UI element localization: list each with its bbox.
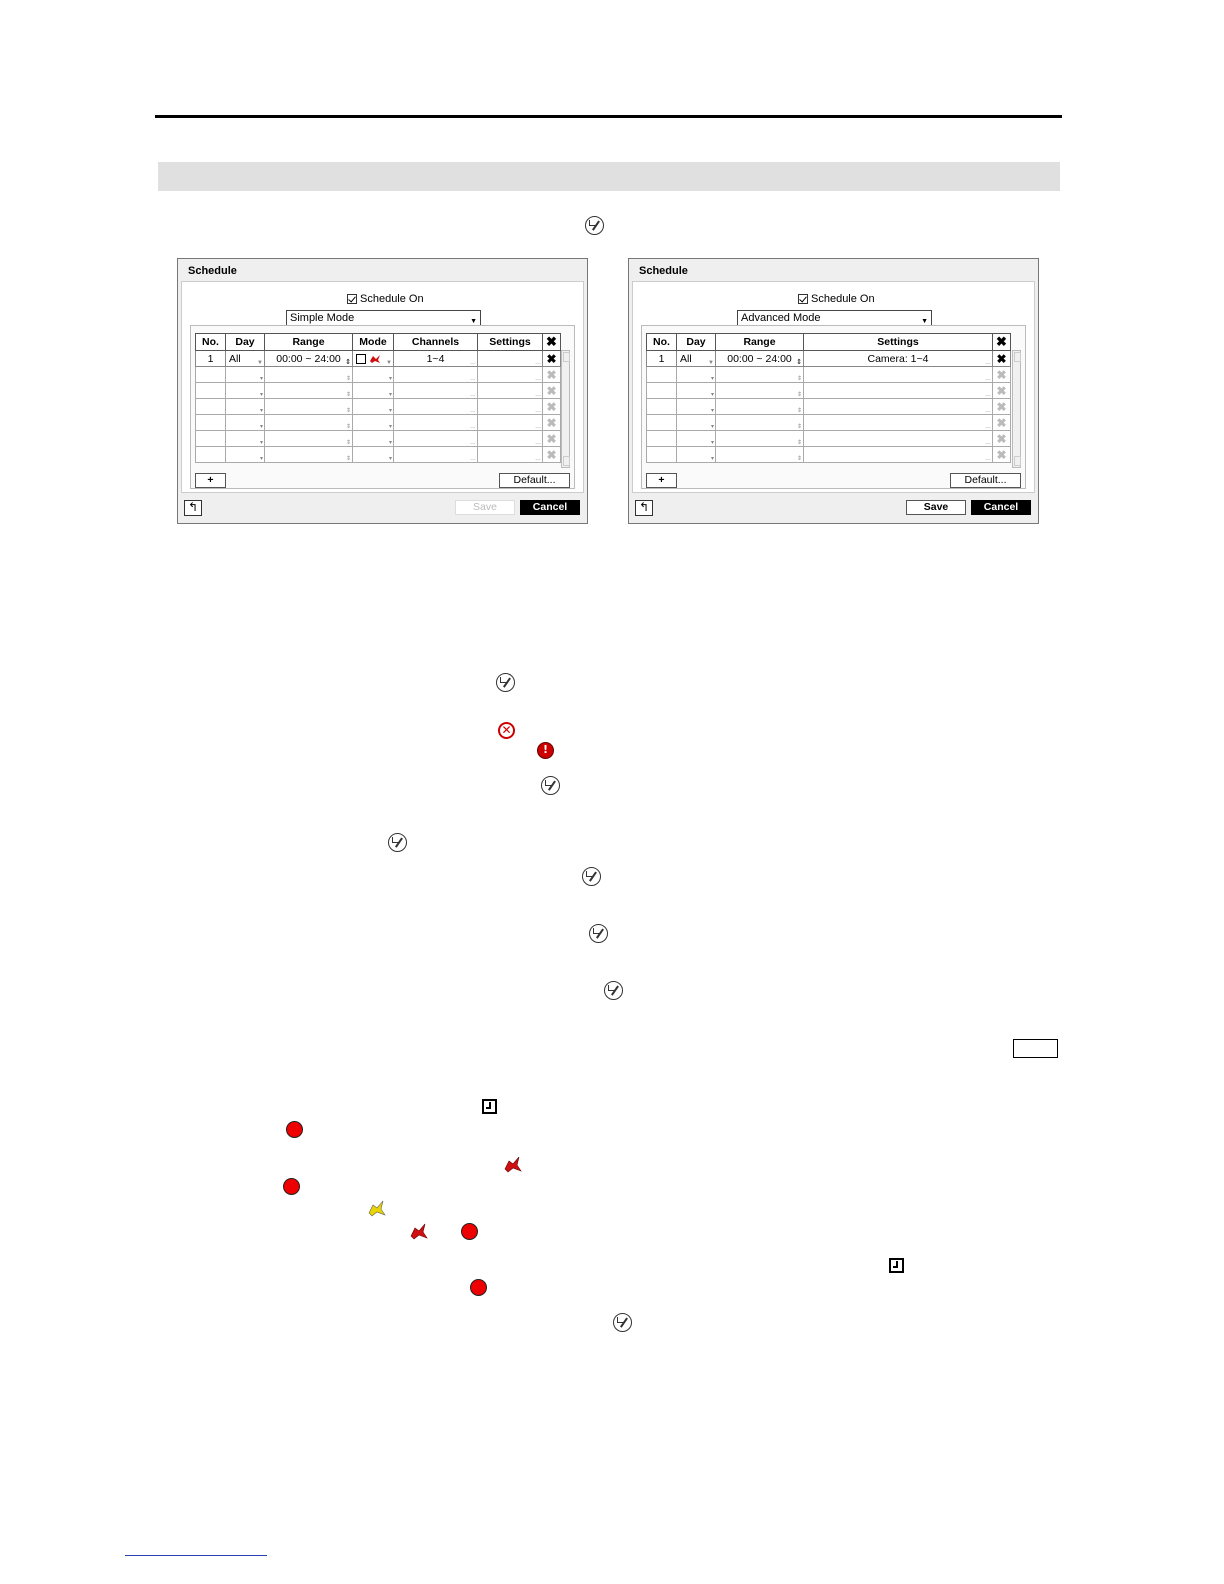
- col-header-mode: Mode: [353, 334, 394, 351]
- back-icon[interactable]: ↰: [184, 500, 202, 516]
- table-row: ▾ ⇕ … ✖: [647, 415, 1011, 431]
- enter-button-icon: [604, 981, 623, 1000]
- channels-value: 1~4: [426, 352, 445, 365]
- table-header-row: [647, 334, 1011, 351]
- chevron-down-icon: ▼: [386, 360, 392, 366]
- dialog-title: Schedule: [639, 265, 688, 277]
- spin-icon: ⇕: [796, 359, 802, 366]
- cancel-button[interactable]: Cancel: [971, 500, 1031, 515]
- delete-row-icon: ✖: [993, 415, 1011, 431]
- default-button[interactable]: Default...: [499, 473, 570, 488]
- col-header-settings: Settings: [804, 334, 993, 351]
- table-row: ▾ ⇕ … ✖: [647, 431, 1011, 447]
- clock-icon: [482, 1099, 497, 1114]
- day-value: All: [229, 352, 241, 365]
- record-dot-icon: [461, 1223, 478, 1240]
- col-header-settings: Settings: [478, 334, 543, 351]
- record-dot-icon: [286, 1121, 303, 1138]
- enter-button-icon: [585, 216, 604, 235]
- table-row: ▾ ⇕ ▾ … … ✖: [196, 431, 561, 447]
- table-row: ▾ ⇕ … ✖: [647, 367, 1011, 383]
- delete-row-icon[interactable]: ✖: [543, 351, 561, 367]
- schedule-dialog-advanced: [628, 258, 1039, 524]
- section-heading-band: [158, 162, 1060, 191]
- cancel-record-icon: ✕: [498, 722, 515, 739]
- schedule-table: [195, 333, 561, 463]
- schedule-on-label: Schedule On: [360, 293, 424, 305]
- col-header-day: Day: [677, 334, 716, 351]
- enter-button-icon: [496, 673, 515, 692]
- table-row: ▾ ⇕ ▾ … … ✖: [196, 399, 561, 415]
- delete-row-icon: ✖: [543, 399, 561, 415]
- settings-value: Camera: 1~4: [867, 352, 929, 365]
- key-box: [1013, 1039, 1058, 1058]
- settings-cell[interactable]: [804, 351, 993, 367]
- schedule-on-checkbox[interactable]: [798, 294, 808, 304]
- footer-link-underline: [125, 1555, 267, 1556]
- chevron-down-icon: ▼: [470, 318, 477, 325]
- mode-select[interactable]: [353, 351, 394, 367]
- col-header-range: Range: [265, 334, 353, 351]
- save-button[interactable]: Save: [906, 500, 966, 515]
- delete-row-icon: ✖: [993, 431, 1011, 447]
- schedule-on-toggle[interactable]: [798, 292, 875, 306]
- day-select[interactable]: [226, 351, 265, 367]
- range-value: 00:00 ~ 24:00: [276, 352, 341, 365]
- spin-icon: ⇕: [345, 359, 351, 366]
- delete-row-icon: ✖: [993, 383, 1011, 399]
- table-row: ▾ ⇕ … ✖: [647, 383, 1011, 399]
- chevron-down-icon: ▼: [708, 360, 714, 366]
- ellipsis-icon: …: [985, 360, 991, 366]
- back-icon[interactable]: ↰: [635, 500, 653, 516]
- table-header-row: [196, 334, 561, 351]
- delete-row-icon: ✖: [543, 431, 561, 447]
- delete-row-icon: ✖: [993, 447, 1011, 463]
- table-row: [196, 351, 561, 367]
- range-value: 00:00 ~ 24:00: [727, 352, 792, 365]
- chevron-down-icon: ▼: [257, 360, 263, 366]
- cell-no: 1: [647, 351, 677, 367]
- mode-dropdown-value: Simple Mode: [290, 312, 355, 324]
- table-row: ▾ ⇕ ▾ … … ✖: [196, 415, 561, 431]
- channels-select[interactable]: [394, 351, 478, 367]
- schedule-on-label: Schedule On: [811, 293, 875, 305]
- delete-row-icon[interactable]: ✖: [993, 351, 1011, 367]
- table-row: ▾ ⇕ … ✖: [647, 399, 1011, 415]
- col-header-no: No.: [196, 334, 226, 351]
- delete-row-icon: ✖: [543, 367, 561, 383]
- delete-row-icon: ✖: [993, 399, 1011, 415]
- table-row: [647, 351, 1011, 367]
- settings-cell[interactable]: [478, 351, 543, 367]
- day-select[interactable]: [677, 351, 716, 367]
- enter-button-icon: [589, 924, 608, 943]
- ellipsis-icon: …: [470, 360, 476, 366]
- delete-all-icon[interactable]: ✖: [993, 334, 1011, 351]
- record-dot-icon: [283, 1178, 300, 1195]
- motion-red-icon: [409, 1222, 429, 1242]
- delete-row-icon: ✖: [993, 367, 1011, 383]
- col-header-channels: Channels: [394, 334, 478, 351]
- default-button[interactable]: Default...: [950, 473, 1021, 488]
- enter-button-icon: [582, 867, 601, 886]
- dialog-title: Schedule: [188, 265, 237, 277]
- top-rule: [155, 115, 1062, 118]
- schedule-table: [646, 333, 1011, 463]
- motion-red-icon: [503, 1155, 523, 1175]
- delete-row-icon: ✖: [543, 415, 561, 431]
- delete-row-icon: ✖: [543, 447, 561, 463]
- table-scrollbar[interactable]: [1012, 350, 1021, 468]
- range-spinner[interactable]: [716, 351, 804, 367]
- enter-button-icon: [541, 776, 560, 795]
- enter-button-icon: [388, 833, 407, 852]
- range-spinner[interactable]: [265, 351, 353, 367]
- add-schedule-button[interactable]: +: [646, 473, 677, 488]
- cancel-button[interactable]: Cancel: [520, 500, 580, 515]
- col-header-day: Day: [226, 334, 265, 351]
- table-row: ▾ ⇕ ▾ … … ✖: [196, 447, 561, 463]
- motion-icon: [369, 354, 381, 364]
- add-schedule-button[interactable]: +: [195, 473, 226, 488]
- delete-row-icon: ✖: [543, 383, 561, 399]
- table-row: ▾ ⇕ … ✖: [647, 447, 1011, 463]
- col-header-range: Range: [716, 334, 804, 351]
- table-row: ▾ ⇕ ▾ … … ✖: [196, 383, 561, 399]
- schedule-on-toggle[interactable]: [347, 292, 424, 306]
- ellipsis-icon: …: [535, 360, 541, 366]
- col-header-no: No.: [647, 334, 677, 351]
- delete-all-icon[interactable]: ✖: [543, 334, 561, 351]
- motion-yellow-icon: [367, 1199, 387, 1219]
- day-value: All: [680, 352, 692, 365]
- alert-icon: !: [537, 742, 554, 759]
- cell-no: 1: [196, 351, 226, 367]
- clock-icon: [889, 1258, 904, 1273]
- enter-button-icon: [613, 1313, 632, 1332]
- save-button[interactable]: Save: [455, 500, 515, 515]
- mode-dropdown-value: Advanced Mode: [741, 312, 821, 324]
- schedule-on-checkbox[interactable]: [347, 294, 357, 304]
- schedule-dialog-simple: [177, 258, 588, 524]
- table-scrollbar[interactable]: [561, 350, 570, 468]
- record-dot-icon: [470, 1279, 487, 1296]
- clock-icon: [356, 354, 366, 364]
- table-row: ▾ ⇕ ▾ … … ✖: [196, 367, 561, 383]
- chevron-down-icon: ▼: [921, 318, 928, 325]
